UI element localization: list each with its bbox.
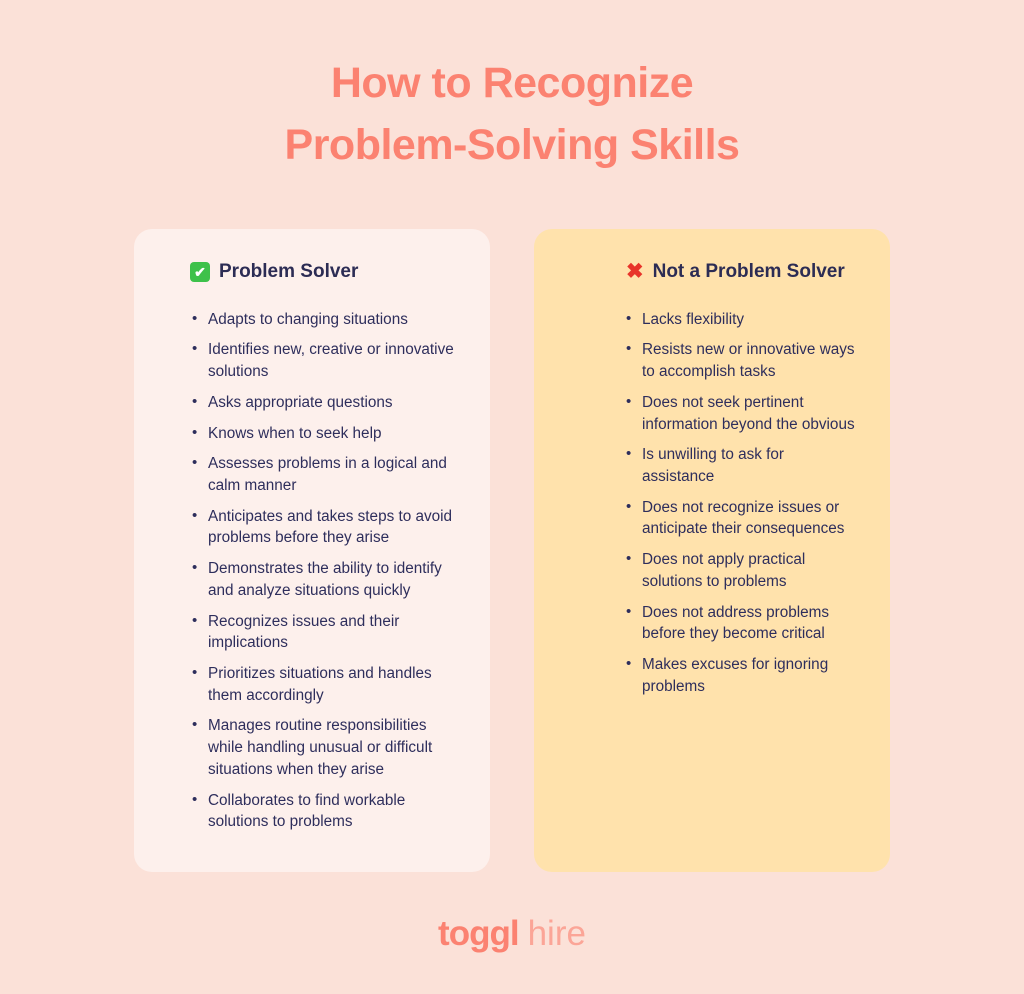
logo-brand-text: toggl [438,914,519,954]
card-not-problem-solver-title: Not a Problem Solver [652,260,845,282]
list-item: • Collaborates to find workable solutions to problems [192,790,460,833]
card-not-problem-solver [534,229,890,872]
problem-solver-list [164,309,460,833]
page-title-line-2: Problem-Solving Skills [284,121,740,170]
page-title-line-1: How to Recognize [330,59,694,107]
page-title [0,0,1024,177]
not-problem-solver-list [564,309,860,698]
footer [0,914,1024,954]
list-item: • Is unwilling to ask for assistance [626,444,860,487]
list-item: • Identifies new, creative or innovative solutions [192,339,460,382]
list-item: • Asks appropriate questions [192,392,460,414]
list-item: • Anticipates and takes steps to avoid problems before they arise [192,506,460,549]
white-check-mark-icon: ✔ [190,262,210,282]
list-item: • Does not recognize issues or anticipate their consequences [626,497,860,540]
card-problem-solver [134,229,490,872]
card-problem-solver-title: Problem Solver [219,260,359,282]
toggl-hire-logo [438,914,586,954]
list-item: • Makes excuses for ignoring problems [626,654,860,697]
list-item: • Prioritizes situations and handles them accordingly [192,663,460,706]
card-problem-solver-header [164,261,460,283]
list-item: • Manages routine responsibilities while handling unusual or difficult situations when they arise [192,715,460,780]
logo-product-text: hire [527,914,586,954]
list-item: • Adapts to changing situations [192,309,460,331]
list-item: • Recognizes issues and their implications [192,611,460,654]
list-item: • Does not seek pertinent information beyond the obvious [626,392,860,435]
list-item: • Knows when to seek help [192,423,460,445]
list-item: • Assesses problems in a logical and calm manner [192,453,460,496]
list-item: • Demonstrates the ability to identify and analyze situations quickly [192,558,460,601]
list-item: • Resists new or innovative ways to accomplish tasks [626,339,860,382]
card-not-problem-solver-header [564,261,860,283]
list-item: • Does not apply practical solutions to problems [626,549,860,592]
list-item: • Lacks flexibility [626,309,860,331]
comparison-cards [0,229,1024,872]
list-item: • Does not address problems before they become critical [626,602,860,645]
cross-mark-icon: ✖ [626,260,644,284]
